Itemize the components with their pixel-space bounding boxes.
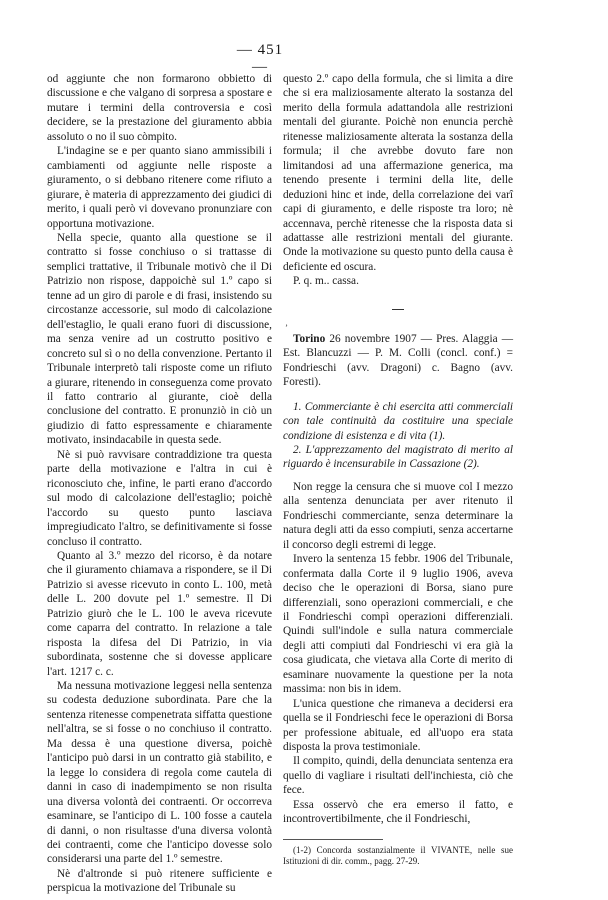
ruling-line: P. q. m.. cassa. [293,275,359,288]
paragraph: od aggiunte che non formarono obbietto di discussione e che valgano di sorpresa a spostare e mutare i termini della controversia e così decidere, se la prestazione del giuramento abbia assoluto o no il suo còmpito. [47,73,272,143]
case-details: 26 novembre 1907 — Pres. Alaggia — Est. Blancuzzi — P. M. Colli (concl. conf.) = Fondrieschi (avv. Dragoni) c. Bagno (avv. Foresti). [283,332,513,389]
maxim: 1. Commerciante è chi esercita atti commerciali con tale continuità da costituire una speciale condizione di esistenza e di vita (1). [283,400,513,442]
page-number: — 451 — [236,42,284,75]
case-city: Torino [293,332,326,345]
maxim: 2. L'apprezzamento del magistrato di merito al riguardo è incensurabile in Cassazione (2). [283,443,513,471]
paragraph: Nè d'altronde si può ritenere sufficiente e perspicua la motivazione del Tribunale su [47,867,272,895]
paragraph: Nè si può ravvisare contraddizione tra questa parte della motivazione e l'altra in cui è riconosciuto che, infine, le parti erano d'accordo sul modo di calcolazione dell'estaglio; poichè l'accordo su questo punto lasciava impregiudicato l'altro, se definitivamente si fosse concluso il contratto. [47,448,272,548]
paragraph: Il compito, quindi, della denunciata sentenza era quello di vagliare i risultati dell'inchiesta, ciò che fece. [283,755,513,797]
footnote: (1-2) Concorda sostanzialmente il VIVANTE, nelle sue Istituzioni di dir. comm., pagg. 27-29. [283,844,513,866]
paragraph: Non regge la censura che si muove col I mezzo alla sentenza denunciata per aver ritenuto il Fondrieschi commerciante, senza determinare la natura degli atti da esso compiuti, senza accertarne il concorso degli estremi di legge. [283,480,513,551]
paragraph: questo 2.º capo della formula, che si limita a dire che si era maliziosamente alterato la sostanza del merito della formula adattandola alle restrizioni mentali del giurante. Poichè non enuncia perchè ritenesse maliziosamente alterata la sostanza della formula; il che avrebbe dovuto fare non limitandosi ad una affermazione generica, ma tenendo presente i termini della lite, delle deduzioni hinc et inde, della correlazione dei varî capi di giuramento, e delle risposte tra loro; nè accennava, perchè ritenesse che la risposta data si adattasse alle restrizioni mentali del giurante. Onde la motivazione su questo punto della causa è deficiente ed oscura. [283,73,513,273]
tick-mark: ’ [285,322,288,333]
case-header [283,332,513,390]
paragraph: Nella specie, quanto alla questione se il contratto si fosse conchiuso o si trattasse di semplici trattative, il Tribunale motivò che il Di Patrizio non rispose, dappoichè sul 1.º capo si tenne ad un giro di parole e di frasi, insistendo su circostanze accessorie, sul modo di calcolazione dell'estaglio, le quali erano fuori di discussione, ma senza venire ad un costrutto positivo e concreto sul sì o no della convenzione. Pertanto il Tribunale interpretò tali risposte come un rifiuto a giurare, ritenendo in conseguenza come provato il fatto contrario al giurante, cioè della conclusione del contratto. E pronunziò in ciò un giudizio di fatto espressamente e chiaramente motivato, insindacabile in questa sede. [47,231,272,447]
footnote-rule [283,839,383,840]
paragraph: Invero la sentenza 15 febbr. 1906 del Tribunale, confermata dalla Corte il 9 luglio 1906, aveva deciso che le operazioni di Borsa, siano pure differenziali, sono operazioni commerciali, e che il Fondrieschi compì operazioni differenziali. Quindi sull'indole e sulla natura commerciale degli atti compiuti dal Fondrieschi vi era già la cosa giudicata, che vietava alla Corte di merito di esaminare nuovamente la questione per la nota massima: non bis in idem. [283,553,513,696]
right-column [283,72,513,867]
paragraph: Essa osservò che era emerso il fatto, e incontrovertibilmente, che il Fondrieschi, [283,798,513,826]
paragraph: L'indagine se e per quanto siano ammissibili i cambiamenti od aggiunte nelle risposte a giuramento, o si debbano ritenere come rifiuto a giurare, è materia di apprezzamento dei giudici di merito, i quali però vi dovevano pronunziare con opportuna motivazione. [47,145,272,230]
section-divider [392,309,404,310]
paragraph: Ma nessuna motivazione leggesi nella sentenza su codesta deduzione subordinata. Pare che la sentenza ritenesse compenetrata siffatta questione nell'altra, se si fosse o no conchiuso il contratto. Ma dessa è una questione diversa, poichè l'anticipo può darsi in un contratto già stabilito, e la legge lo considera di regola come cautela di danni in caso di inadempimento se non risulta una diversa volontà dei contraenti. Or occorreva esaminare, se l'anticipo di L. 100 fosse a cautela di danni, o non risultasse d'una diversa volontà dei contraenti, come che l'anticipo dovesse solo considerarsi una parte del 1.º semestre. [47,680,273,866]
paragraph: Quanto al 3.º mezzo del ricorso, è da notare che il giuramento chiamava a rispondere, se il Di Patrizio si avesse ricevuto in conto L. 100, metà delle L. 200 dovute pel 1.º semestre. Il Di Patrizio giurò che le L. 100 le aveva ricevute come caparra del contratto. In relazione a tale risposta la difesa del Di Patrizio, in via subordinata, sostenne che si dovesse applicare l'art. 1217 c. c. [47,549,272,678]
left-column [47,72,272,896]
paragraph: L'unica questione che rimaneva a decidersi era quella se il Fondrieschi fece le operazioni di Borsa per professione abituale, ed all'uopo era stata disposta la prova testimoniale. [283,697,513,754]
